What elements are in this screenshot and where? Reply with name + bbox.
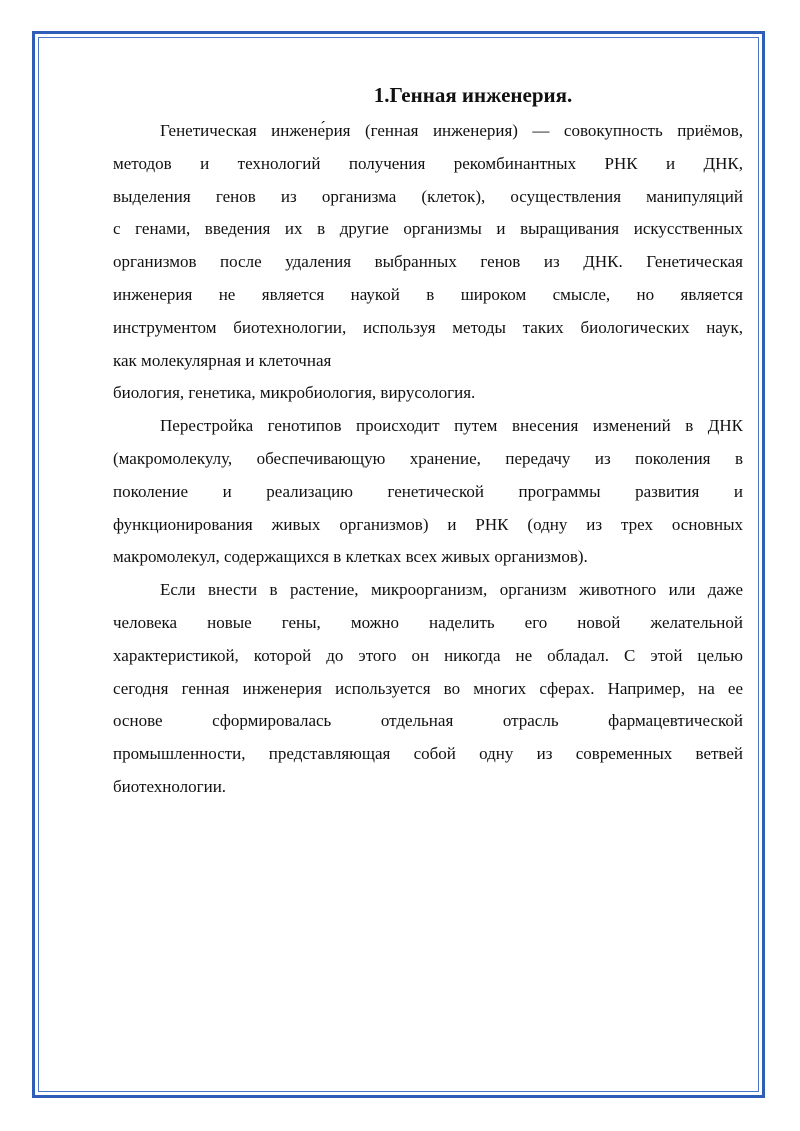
text-line: человека новые гены, можно наделить его новой желательной <box>113 612 743 632</box>
document-body <box>113 72 743 804</box>
document-title: 1.Генная инженерия. <box>373 83 573 107</box>
paragraph-3 <box>113 574 743 804</box>
text-line: Перестройка генотипов происходит путем внесения изменений в ДНК <box>160 416 743 436</box>
paragraph-1 <box>113 115 743 410</box>
text-line: характеристикой, которой до этого он никогда не обладал. С этой целью <box>113 645 743 665</box>
text-line: биология, генетика, микробиология, вирусология. <box>113 383 476 403</box>
text-line: инструментом биотехнологии, используя методы таких биологических наук, <box>113 317 743 337</box>
text-line: сегодня генная инженерия используется во многих сферах. Например, на ее <box>113 678 743 698</box>
text-line: биотехнологии. <box>113 776 227 796</box>
text-line: основе сформировалась отдельная отрасль фармацевтической <box>113 711 743 731</box>
text-line: как молекулярная и клеточная <box>113 350 332 370</box>
text-line: с генами, введения их в другие организмы и выращивания искусственных <box>113 219 743 239</box>
text-line: (макромолекулу, обеспечивающую хранение, передачу из поколения в <box>113 448 743 468</box>
text-line: функционирования живых организмов) и РНК (одну из трех основных <box>113 514 743 534</box>
text-line: инженерия не является наукой в широком смысле, но является <box>113 284 743 304</box>
text-line: Генетическая инжене́рия (генная инженерия) — совокупность приёмов, <box>160 121 743 140</box>
paragraph-2 <box>113 410 743 574</box>
text-line: методов и технологий получения рекомбинантных РНК и ДНК, <box>113 153 743 173</box>
text-line: Если внести в растение, микроорганизм, организм животного или даже <box>160 580 743 600</box>
text-line: организмов после удаления выбранных генов из ДНК. Генетическая <box>113 252 743 272</box>
text-line: поколение и реализацию генетической программы развития и <box>113 481 743 501</box>
text-line: выделения генов из организма (клеток), осуществления манипуляций <box>113 186 743 206</box>
text-line: промышленности, представляющая собой одну из современных ветвей <box>113 744 743 764</box>
text-line: макромолекул, содержащихся в клетках всех живых организмов). <box>113 547 588 567</box>
